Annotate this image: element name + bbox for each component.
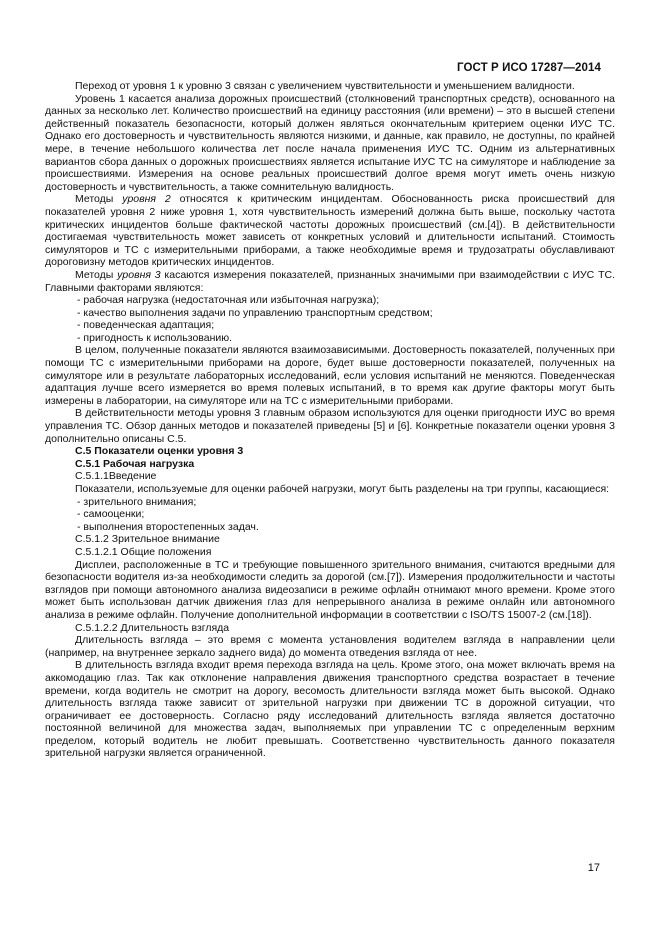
- heading-c511: С.5.1.1Введение: [75, 470, 157, 483]
- heading-c512: С.5.1.2 Зрительное внимание: [75, 533, 220, 546]
- paragraph-displays: Дисплеи, расположенные в ТС и требующие повышенного зрительного внимания, считаются вредными для безопасности водителя из-за необходимости следить за дорогой (см.[7]). Измерения продолжительности и частоты взглядов при помощи автономного анализа видеозаписи в режиме офлайн отнимают много времени. Кроме этого может быть использован датчик движения глаз для непрерывного анализа в режиме онлайн или автономного анализа в режиме офлайн. Получение дополнительной информации в соответствии с ISO/TS 15007-2 (см.[18]).: [45, 558, 615, 621]
- list-item-factor: - поведенческая адаптация;: [77, 319, 215, 332]
- paragraph-level-3-lead: Методы: [75, 268, 118, 281]
- heading-c5122: С.5.1.2.2 Длительность взгляда: [75, 621, 230, 634]
- paragraph-level-2-emphasis: уровня 2: [122, 193, 171, 206]
- paragraph-interdependence: В целом, полученные показатели являются взаимозависимыми. Достоверность показателей, полученных при помощи ТС с измерительными приборами на дороге, будет выше достоверности показателей, полученных на симуляторе или в результате лабораторных исследований, если условия испытаний не меняются. Поведенческая адаптация лучше всего измеряется во время полевых испытаний, в то время как другие факторы могут быть измерены в лаборатории, на симуляторе или на ТС с измерительными приборами.: [45, 344, 615, 407]
- list-item-workload: - выполнения второстепенных задач.: [77, 520, 259, 533]
- list-item-workload: - зрительного внимания;: [77, 495, 197, 508]
- paragraph-glance-definition: Длительность взгляда – это время с момента установления водителем взгляда в направлении цели (например, на внутреннее зеркало заднего вида) до момента отведения взгляда от нее.: [45, 634, 615, 659]
- heading-c51: С.5.1 Рабочая нагрузка: [75, 457, 195, 470]
- list-item-factor: - пригодность к использованию.: [77, 331, 233, 344]
- document-body: [45, 80, 615, 760]
- paragraph-level-3-rest: касаются измерения показателей, признанных значимыми при взаимодействии с ИУС ТС. Главными факторами являются:: [45, 268, 615, 294]
- paragraph-level-2-lead: Методы: [75, 193, 123, 206]
- list-item-workload: - самооценки;: [77, 508, 145, 521]
- paragraph-level-3: [45, 269, 615, 294]
- list-item-factor: - качество выполнения задачи по управлению транспортным средством;: [77, 306, 433, 319]
- heading-c5: С.5 Показатели оценки уровня 3: [75, 445, 244, 458]
- paragraph-level-transition: Переход от уровня 1 к уровню 3 связан с увеличением чувствительности и уменьшением валидности.: [75, 80, 575, 92]
- paragraph-workload-groups: Показатели, используемые для оценки рабочей нагрузки, могут быть разделены на три группы, касающиеся:: [75, 483, 610, 495]
- list-item-factor: - рабочая нагрузка (недостаточная или избыточная нагрузка);: [77, 294, 380, 307]
- heading-c5121: С.5.1.2.1 Общие положения: [75, 545, 212, 558]
- paragraph-level-1: Уровень 1 касается анализа дорожных происшествий (столкновений транспортных средств), основанного на данных за несколько лет. Количество происшествий на единицу расстояния (или времени) – это в высшей степени действенный показатель безопасности, который должен являться окончательным критерием оценки ИУС ТС. Однако его достоверность и чувствительность являются низкими, и данные, как правило, не доступны, по крайней мере, в течение небольшого количества лет после начала применения ИУС ТС. Одним из альтернативных вариантов сбора данных о дорожных происшествиях является испытание ИУС ТС на симуляторе и наблюдение за происшествиями. Измерения на основе реальных происшествий долгое время могут иметь очень низкую достоверность и чувствительность, а также сомнительную валидность.: [45, 92, 615, 193]
- page-number: 17: [587, 862, 600, 874]
- paragraph-glance-details: В длительность взгляда входит время перехода взгляда на цель. Кроме этого, она может включать время на аккомодацию глаз. Так как отклонение направления движения транспортного средства возрастает в течение времени, когда водитель не смотрит на дорогу, весомость длительности взгляда может быть высокой. Однако длительность взгляда также зависит от зрительной нагрузки при движении ТС в дорожной ситуации, что ограничивает ее достоверность. Согласно ряду исследований длительность взгляда является достаточно постоянной величиной для множества задач, выполняемых при управлении ТС с определенным верхним пределом, который водитель не любит превышать. Соответственно чувствительность данного показателя зрительной нагрузки является ограниченной.: [45, 659, 615, 760]
- paragraph-level-2: [45, 193, 615, 269]
- paragraph-level-3-emphasis: уровня 3: [117, 268, 161, 281]
- paragraph-level-3-usage: В действительности методы уровня 3 главным образом используются для оценки пригодности ИУС во время управления ТС. Обзор данных методов и показателей приведены [5] и [6]. Конкретные показатели оценки уровня 3 дополнительно описаны С.5.: [45, 407, 615, 445]
- paragraph-level-2-rest: относятся к критическим инцидентам. Обоснованность риска происшествий для показателей уровня 2 ниже уровня 1, хотя чувствительность измерений должна быть выше, поскольку частота критических инцидентов больше фактической частоты дорожных происшествий (см.[4]). В действительности достигаемая чувствительность может зависеть от конкретных условий и длительности испытаний. Стоимость симуляторов и ТС с измерительными приборами, а также необходимые время и трудозатраты обуславливают дороговизну методов критических инцидентов.: [45, 193, 615, 269]
- document-header: ГОСТ Р ИСО 17287—2014: [456, 62, 601, 74]
